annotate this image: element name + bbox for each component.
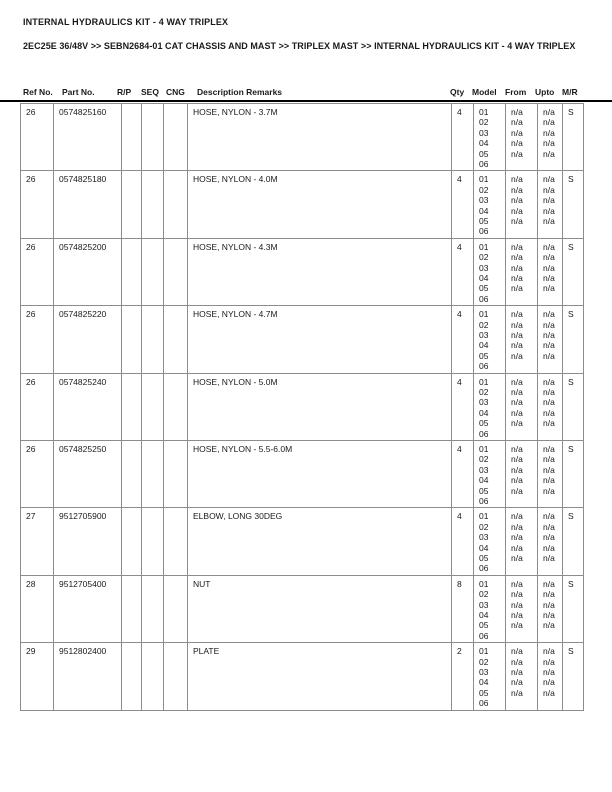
cell-mr: S (563, 238, 584, 305)
cell-line: n/a (511, 511, 523, 522)
cell-line: n/a (511, 340, 523, 351)
cell-line: n/a (543, 475, 555, 486)
cell-line: n/a (543, 687, 555, 698)
cell-line: n/a (543, 252, 555, 263)
cell-rp (122, 643, 142, 710)
cell-line: n/a (511, 620, 523, 631)
cell-rp (122, 104, 142, 171)
cell-line: 05 (479, 687, 489, 698)
cell-line: n/a (543, 138, 555, 149)
cell-line: n/a (543, 407, 555, 418)
cell-model (474, 575, 506, 642)
cell-ref-no: 29 (21, 643, 54, 710)
cell-line: 04 (479, 475, 489, 486)
cell-line: 02 (479, 319, 489, 330)
cell-seq (142, 440, 164, 507)
cell-upto (538, 508, 563, 575)
cell-line: n/a (543, 107, 555, 117)
cell-line: n/a (543, 578, 555, 589)
cell-line: n/a (511, 174, 523, 185)
cell-seq (142, 171, 164, 238)
cell-line: n/a (543, 646, 555, 657)
cell-line: 03 (479, 397, 489, 408)
cell-line: n/a (543, 532, 555, 543)
cell-model (474, 643, 506, 710)
cell-ref-no: 26 (21, 440, 54, 507)
cell-line: n/a (543, 656, 555, 667)
cell-from (506, 238, 538, 305)
cell-line: n/a (543, 148, 555, 159)
cell-description: PLATE (188, 643, 452, 710)
cell-line: 05 (479, 216, 489, 227)
cell-line: n/a (511, 475, 523, 486)
table-row (21, 508, 584, 575)
cell-line: n/a (511, 666, 523, 677)
cell-ref-no: 26 (21, 373, 54, 440)
cell-part-no: 9512705900 (54, 508, 122, 575)
cell-line: n/a (511, 148, 523, 159)
cell-line: 03 (479, 532, 489, 543)
cell-ref-no: 26 (21, 104, 54, 171)
cell-line: 04 (479, 407, 489, 418)
cell-line: n/a (511, 184, 523, 195)
cell-line: 01 (479, 241, 489, 252)
table-row (21, 373, 584, 440)
cell-part-no: 9512802400 (54, 643, 122, 710)
cell-line: n/a (543, 174, 555, 185)
cell-line: n/a (511, 283, 523, 294)
cell-line: 04 (479, 273, 489, 283)
cell-cng (164, 643, 188, 710)
cell-line: n/a (511, 376, 523, 387)
cell-line: 04 (479, 542, 489, 553)
cell-model (474, 440, 506, 507)
cell-line: n/a (511, 443, 523, 454)
cell-line: n/a (511, 464, 523, 475)
cell-line: 03 (479, 262, 489, 273)
cell-line: n/a (511, 407, 523, 418)
cell-model (474, 508, 506, 575)
cell-line: 05 (479, 148, 489, 159)
cell-line: n/a (543, 521, 555, 532)
cell-line: n/a (543, 127, 555, 138)
cell-line: 06 (479, 563, 489, 574)
cell-line: n/a (543, 283, 555, 294)
cell-qty: 4 (452, 171, 474, 238)
cell-line: n/a (511, 319, 523, 330)
cell-line: n/a (543, 262, 555, 273)
cell-line: 01 (479, 309, 489, 320)
cell-line: n/a (543, 666, 555, 677)
cell-line: n/a (511, 241, 523, 252)
cell-cng (164, 575, 188, 642)
cell-qty: 4 (452, 104, 474, 171)
cell-line: 06 (479, 698, 489, 709)
cell-line: n/a (543, 340, 555, 351)
cell-line: n/a (511, 599, 523, 610)
col-header-m-r: M/R (562, 87, 578, 97)
cell-line: n/a (543, 443, 555, 454)
cell-part-no: 0574825240 (54, 373, 122, 440)
cell-line: 02 (479, 117, 489, 128)
cell-line: n/a (543, 319, 555, 330)
cell-line: 06 (479, 630, 489, 641)
cell-line: n/a (511, 262, 523, 273)
cell-mr: S (563, 643, 584, 710)
cell-mr: S (563, 306, 584, 373)
cell-model (474, 104, 506, 171)
cell-line: 06 (479, 361, 489, 372)
cell-line: n/a (543, 216, 555, 227)
cell-ref-no: 28 (21, 575, 54, 642)
cell-part-no: 0574825180 (54, 171, 122, 238)
cell-description: HOSE, NYLON - 4.3M (188, 238, 452, 305)
cell-line: n/a (543, 350, 555, 361)
cell-line: n/a (543, 542, 555, 553)
cell-rp (122, 508, 142, 575)
cell-seq (142, 104, 164, 171)
cell-line: 03 (479, 127, 489, 138)
cell-line: n/a (543, 599, 555, 610)
table-row (21, 171, 584, 238)
cell-line: 03 (479, 195, 489, 206)
breadcrumb: 2EC25E 36/48V >> SEBN2684-01 CAT CHASSIS AND MAST >> TRIPLEX MAST >> INTERNAL HYDRAULICS KIT - 4 WAY TRIPLEX (23, 41, 576, 51)
cell-line: n/a (543, 184, 555, 195)
col-header-upto: Upto (535, 87, 555, 97)
cell-line: n/a (511, 677, 523, 688)
cell-line: n/a (511, 521, 523, 532)
cell-from (506, 171, 538, 238)
cell-line: 01 (479, 376, 489, 387)
cell-upto (538, 171, 563, 238)
cell-rp (122, 440, 142, 507)
cell-line: 01 (479, 107, 489, 117)
cell-line: 01 (479, 511, 489, 522)
col-header-ref-no: Ref No. (23, 87, 53, 97)
cell-from (506, 643, 538, 710)
cell-cng (164, 238, 188, 305)
cell-line: 03 (479, 599, 489, 610)
table-row (21, 643, 584, 710)
cell-line: n/a (511, 273, 523, 283)
col-header-description-remarks: Description Remarks (197, 87, 283, 97)
cell-line: 05 (479, 350, 489, 361)
cell-line: 04 (479, 340, 489, 351)
cell-line: 05 (479, 620, 489, 631)
cell-part-no: 0574825220 (54, 306, 122, 373)
cell-ref-no: 27 (21, 508, 54, 575)
cell-qty: 4 (452, 238, 474, 305)
cell-line: 04 (479, 677, 489, 688)
cell-part-no: 0574825160 (54, 104, 122, 171)
cell-qty: 4 (452, 306, 474, 373)
cell-line: 02 (479, 386, 489, 397)
cell-line: n/a (511, 687, 523, 698)
cell-line: 01 (479, 174, 489, 185)
cell-model (474, 238, 506, 305)
cell-line: 02 (479, 454, 489, 465)
cell-from (506, 508, 538, 575)
cell-cng (164, 306, 188, 373)
cell-line: n/a (543, 464, 555, 475)
cell-rp (122, 306, 142, 373)
cell-line: 06 (479, 226, 489, 237)
cell-seq (142, 508, 164, 575)
cell-line: n/a (543, 589, 555, 600)
cell-line: n/a (543, 397, 555, 408)
header-rule (0, 100, 612, 102)
cell-from (506, 306, 538, 373)
table-row (21, 104, 584, 171)
cell-line: n/a (511, 386, 523, 397)
cell-line: n/a (511, 646, 523, 657)
cell-line: 04 (479, 609, 489, 620)
table-row (21, 238, 584, 305)
cell-line: 06 (479, 495, 489, 506)
cell-line: n/a (543, 376, 555, 387)
page-title: INTERNAL HYDRAULICS KIT - 4 WAY TRIPLEX (23, 17, 229, 27)
cell-line: 05 (479, 485, 489, 496)
cell-line: n/a (543, 454, 555, 465)
cell-line: n/a (543, 677, 555, 688)
cell-upto (538, 238, 563, 305)
cell-description: HOSE, NYLON - 4.7M (188, 306, 452, 373)
cell-line: n/a (511, 329, 523, 340)
cell-rp (122, 238, 142, 305)
cell-qty: 4 (452, 373, 474, 440)
cell-upto (538, 306, 563, 373)
cell-line: 05 (479, 283, 489, 294)
cell-description: HOSE, NYLON - 5.0M (188, 373, 452, 440)
cell-line: 02 (479, 656, 489, 667)
cell-rp (122, 575, 142, 642)
cell-line: 02 (479, 521, 489, 532)
col-header-cng: CNG (166, 87, 185, 97)
cell-qty: 8 (452, 575, 474, 642)
cell-description: HOSE, NYLON - 4.0M (188, 171, 452, 238)
cell-line: 06 (479, 428, 489, 439)
cell-from (506, 575, 538, 642)
cell-ref-no: 26 (21, 238, 54, 305)
cell-cng (164, 104, 188, 171)
cell-line: n/a (511, 252, 523, 263)
cell-mr: S (563, 575, 584, 642)
table-row (21, 306, 584, 373)
cell-line: n/a (543, 609, 555, 620)
cell-line: 01 (479, 578, 489, 589)
cell-ref-no: 26 (21, 306, 54, 373)
cell-line: n/a (511, 552, 523, 563)
cell-line: n/a (543, 273, 555, 283)
col-header-r-p: R/P (117, 87, 132, 97)
col-header-qty: Qty (450, 87, 465, 97)
cell-mr: S (563, 171, 584, 238)
cell-line: 05 (479, 552, 489, 563)
col-header-model: Model (472, 87, 497, 97)
cell-line: 01 (479, 646, 489, 657)
cell-qty: 4 (452, 440, 474, 507)
cell-seq (142, 373, 164, 440)
cell-from (506, 440, 538, 507)
cell-line: 05 (479, 418, 489, 429)
cell-line: 04 (479, 205, 489, 216)
cell-line: n/a (511, 656, 523, 667)
cell-line: 03 (479, 666, 489, 677)
cell-qty: 4 (452, 508, 474, 575)
cell-line: 06 (479, 159, 489, 170)
cell-line: n/a (511, 578, 523, 589)
cell-line: n/a (511, 418, 523, 429)
cell-mr: S (563, 104, 584, 171)
cell-line: n/a (543, 418, 555, 429)
col-header-from: From (505, 87, 527, 97)
cell-upto (538, 373, 563, 440)
cell-line: n/a (511, 309, 523, 320)
cell-line: 06 (479, 293, 489, 304)
cell-line: n/a (511, 138, 523, 149)
table-row (21, 440, 584, 507)
cell-qty: 2 (452, 643, 474, 710)
cell-part-no: 0574825250 (54, 440, 122, 507)
cell-line: n/a (543, 117, 555, 128)
cell-line: 03 (479, 464, 489, 475)
cell-line: n/a (543, 205, 555, 216)
cell-line: n/a (543, 620, 555, 631)
cell-line: n/a (543, 485, 555, 496)
cell-upto (538, 643, 563, 710)
cell-line: n/a (511, 485, 523, 496)
cell-line: n/a (511, 350, 523, 361)
cell-mr: S (563, 440, 584, 507)
cell-line: 04 (479, 138, 489, 149)
cell-model (474, 171, 506, 238)
cell-part-no: 9512705400 (54, 575, 122, 642)
cell-line: 02 (479, 589, 489, 600)
parts-table (20, 103, 584, 711)
cell-line: n/a (543, 386, 555, 397)
cell-line: 01 (479, 443, 489, 454)
cell-mr: S (563, 508, 584, 575)
cell-description: HOSE, NYLON - 3.7M (188, 104, 452, 171)
cell-line: n/a (543, 241, 555, 252)
cell-line: n/a (511, 397, 523, 408)
cell-line: n/a (511, 117, 523, 128)
cell-upto (538, 440, 563, 507)
cell-line: n/a (543, 195, 555, 206)
cell-line: 02 (479, 252, 489, 263)
cell-line: n/a (511, 589, 523, 600)
col-header-seq: SEQ (141, 87, 159, 97)
cell-upto (538, 575, 563, 642)
cell-line: n/a (511, 609, 523, 620)
cell-line: n/a (543, 552, 555, 563)
cell-line: n/a (511, 127, 523, 138)
parts-table-body (21, 104, 584, 711)
cell-description: ELBOW, LONG 30DEG (188, 508, 452, 575)
cell-from (506, 104, 538, 171)
cell-cng (164, 171, 188, 238)
cell-upto (538, 104, 563, 171)
cell-seq (142, 575, 164, 642)
cell-cng (164, 373, 188, 440)
cell-rp (122, 373, 142, 440)
cell-line: n/a (511, 542, 523, 553)
cell-from (506, 373, 538, 440)
cell-model (474, 306, 506, 373)
cell-part-no: 0574825200 (54, 238, 122, 305)
cell-line: n/a (543, 329, 555, 340)
cell-line: n/a (543, 511, 555, 522)
cell-line: 02 (479, 184, 489, 195)
cell-ref-no: 26 (21, 171, 54, 238)
cell-description: NUT (188, 575, 452, 642)
cell-line: n/a (511, 454, 523, 465)
cell-line: n/a (511, 107, 523, 117)
cell-seq (142, 643, 164, 710)
cell-line: n/a (511, 205, 523, 216)
cell-seq (142, 238, 164, 305)
cell-line: n/a (511, 216, 523, 227)
cell-description: HOSE, NYLON - 5.5-6.0M (188, 440, 452, 507)
table-row (21, 575, 584, 642)
cell-model (474, 373, 506, 440)
cell-line: n/a (511, 195, 523, 206)
cell-seq (142, 306, 164, 373)
cell-line: n/a (511, 532, 523, 543)
cell-line: n/a (543, 309, 555, 320)
cell-cng (164, 440, 188, 507)
cell-mr: S (563, 373, 584, 440)
cell-cng (164, 508, 188, 575)
cell-line: 03 (479, 329, 489, 340)
col-header-part-no: Part No. (62, 87, 95, 97)
cell-rp (122, 171, 142, 238)
